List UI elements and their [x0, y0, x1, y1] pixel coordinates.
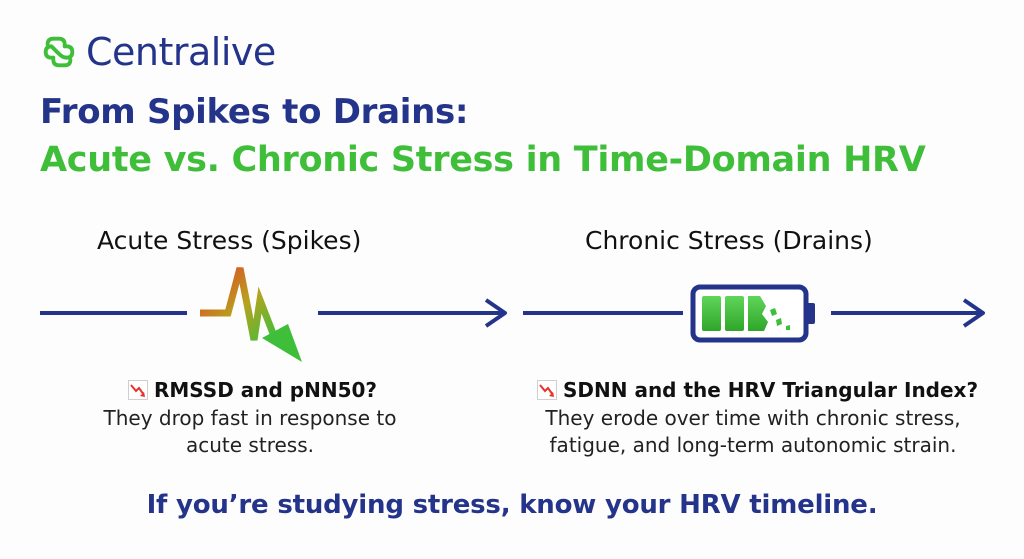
battery-drain-icon: [693, 287, 815, 340]
chronic-description: They erode over time with chronic stress, fatigue, and long-term autonomic strain.: [545, 406, 961, 457]
acute-heading: Acute Stress (Spikes): [97, 226, 362, 255]
page-title-line1: From Spikes to Drains:: [40, 92, 469, 132]
spike-arrow-icon: [200, 268, 302, 362]
chart-down-icon: [537, 380, 557, 400]
chronic-question-text: SDNN and the HRV Triangular Index?: [563, 378, 979, 402]
brand-name: Centralive: [86, 30, 276, 74]
chronic-heading: Chronic Stress (Drains): [585, 226, 873, 255]
page-title-line2: Acute vs. Chronic Stress in Time-Domain HRV: [40, 140, 926, 180]
acute-question: [128, 378, 377, 402]
acute-description: They drop fast in response to acute stress.: [103, 406, 397, 457]
footer-tagline: If you’re studying stress, know your HRV timeline.: [146, 490, 878, 520]
chart-down-icon: [128, 380, 148, 400]
acute-question-text: RMSSD and pNN50?: [154, 378, 378, 402]
chronic-question: [537, 378, 978, 402]
